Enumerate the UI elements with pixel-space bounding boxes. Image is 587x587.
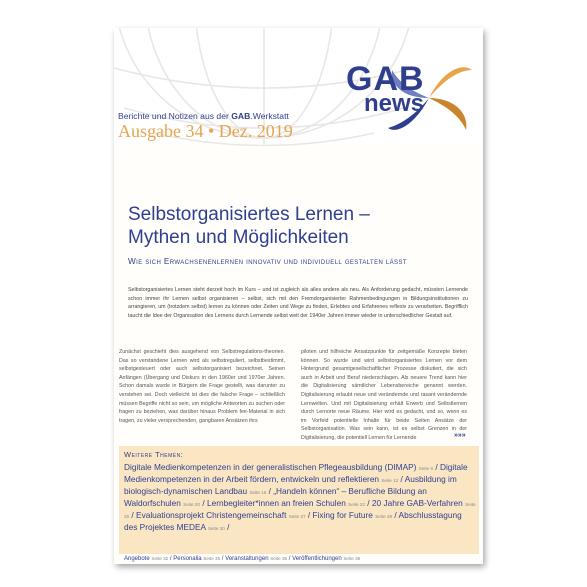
topic-separator: / (433, 462, 440, 472)
topics-heading: Weitere Themen: (124, 450, 184, 459)
footer-page: Seite 35 (270, 556, 288, 561)
footer-item[interactable]: Angebote (124, 556, 150, 562)
topic-separator: / (266, 486, 274, 497)
further-topics-box (119, 446, 479, 554)
footer-item[interactable]: Veranstaltungen (225, 556, 269, 562)
topic-item[interactable]: Digitale Medienkompetenzen in der generalistischen Pflegeausbildung (DIMAP) (124, 462, 417, 472)
footer-sections (124, 556, 479, 562)
footer-page: Seite 32 (151, 556, 169, 561)
newsletter-subtitle: Berichte und Notizen aus der GAB.Werkstatt (118, 111, 289, 121)
topic-item[interactable]: Digitale Medienkompetenzen in der Arbeit fördern, entwickeln und reflektieren (124, 462, 468, 485)
topic-item[interactable]: Ausbildung im biologisch-dynamischen Landbau (124, 474, 457, 497)
topic-page: Seite 30 (207, 526, 225, 532)
footer-separator: / (287, 556, 293, 562)
topic-item[interactable]: 20 Jahre GAB-Verfahren (371, 498, 463, 509)
issue-label: Ausgabe 34 • Dez. 2019 (118, 121, 293, 141)
topic-item[interactable]: Fixing for Future (312, 510, 373, 521)
continue-arrow[interactable]: »»» (454, 432, 466, 439)
topic-item[interactable]: Lernbegleiter*innen an freien Schulen (206, 498, 346, 509)
newsletter-page (114, 28, 483, 564)
topic-separator: / (364, 498, 372, 509)
topic-separator: / (129, 510, 137, 521)
header-area (114, 28, 483, 146)
article-column-right: piloten und hilfreiche Ansatzpunkte für zeitgemäße Konzepte bieten können. So wurde und wird selbstorganisiertes Lernen vor dem Hintergrund gesamtgesellschaftlicher Prozesse diskutiert, die sich auch in Arbeit und Beruf niederschlagen. Als neuere Trend kann hier die Digitalisierung sämtlicher Lebensbereiche genannt werden. Digitalisierung erlaubt neue und verändernde und rasant verändernde Lernwelten. Und mit Digitalisierung erhält Erwerb und Selbstlernen durch Lernorte neue Räume. Hier wird es gedacht, und so, wenn es im Vorfeld potentielle Inhalte für beide Seiten Ansätze der Selbstorganisation. Was sein kann, ist es selbst Grenzen in der Digitalisierung, die potentiell Lernen für Lernende (301, 349, 467, 441)
topic-separator: / (224, 522, 230, 533)
footer-page: Seite 35 (203, 556, 221, 561)
topic-page: Seite 26 (124, 502, 476, 520)
topic-separator: / (398, 474, 405, 485)
topic-separator: / (392, 510, 399, 521)
article-kicker: Wie sich Erwachsenenlernen innovativ und individuell gestalten lässt (128, 257, 407, 266)
footer-separator: / (168, 556, 174, 562)
footer-separator: / (220, 556, 226, 562)
topic-page: Seite 16 (249, 490, 267, 496)
footer-item[interactable]: Veröffentlichungen (292, 556, 342, 562)
topic-item[interactable]: Evaluationsprojekt Christengemeinschaft (136, 510, 287, 521)
topic-page: Seite 27 (288, 514, 306, 520)
topic-page: Seite 22 (348, 502, 365, 508)
topic-page: Seite 12 (381, 478, 399, 484)
footer-item[interactable]: Personalia (173, 556, 202, 562)
topic-item[interactable]: Abschlusstagung des Projektes MEDEA (124, 510, 462, 533)
logo-news-text: news (364, 90, 425, 117)
topic-item[interactable]: „Handeln können“ – Berufliche Bildung an Waldorfschulen (124, 486, 427, 509)
topic-separator: / (305, 510, 313, 521)
topics-list (124, 462, 476, 535)
logo-gab-text: GAB (346, 60, 425, 98)
topic-page: Seite 6 (418, 466, 434, 471)
topic-separator: / (200, 498, 207, 509)
article-column-left: Zunächst geschieht dies ausgehend von Selbstregulations-theorien. Das so verstandene Lernen wird als selbstreguliert, selbstbestimmt, selbstgesteuert oder auch selbstorganisiert bezeichnet. Seinen Anfängen (Übergang und Diskurs in den 1960er und 1970er Jahren. Schon damals wurde in Bürgern die Frage gestellt, was darunter zu verstehen sei. Doch vielleicht ist dies die falsche Frage – schließlich müssen Begriffe nicht so sein, um mögliche Antworten zu suchen oder fragen zu beziehen, was darüber hinaus Problem fee-Material in sich tragen, zu vieler versprechenden, gangbaren Ansätzen ihrs (119, 349, 285, 424)
article-intro: Selbstorganisiertes Lernen steht derzeit hoch im Kurs – und ist zugleich als alles andere als neu. Als Anforderung gedacht, müssten Lernende schon immer ihr Lernen selbst organisieren – selbst, sich mit den Fremdorganisierter Rahmenbedingungen in Bildungsinstitutionen zu arrangieren, um (trotzdem selbst) lernen zu können oder Zeiten und Wege zu finden, Erlebtes und Erfahrenes reflexiv zu verarbeiten. Begrifflich taucht die Idee der Organisation des Lernens durch Lernende selbst weit der 1940er Jahren immer wieder in unterschiedlicher Gestalt auf. (128, 287, 468, 319)
topic-page: Seite 20 (183, 502, 201, 508)
footer-page: Seite 36 (343, 556, 361, 561)
article-title: Selbstorganisiertes Lernen – Mythen und Möglichkeiten (128, 204, 370, 248)
gab-news-logo (324, 58, 474, 146)
topic-page: Seite 28 (375, 514, 393, 520)
